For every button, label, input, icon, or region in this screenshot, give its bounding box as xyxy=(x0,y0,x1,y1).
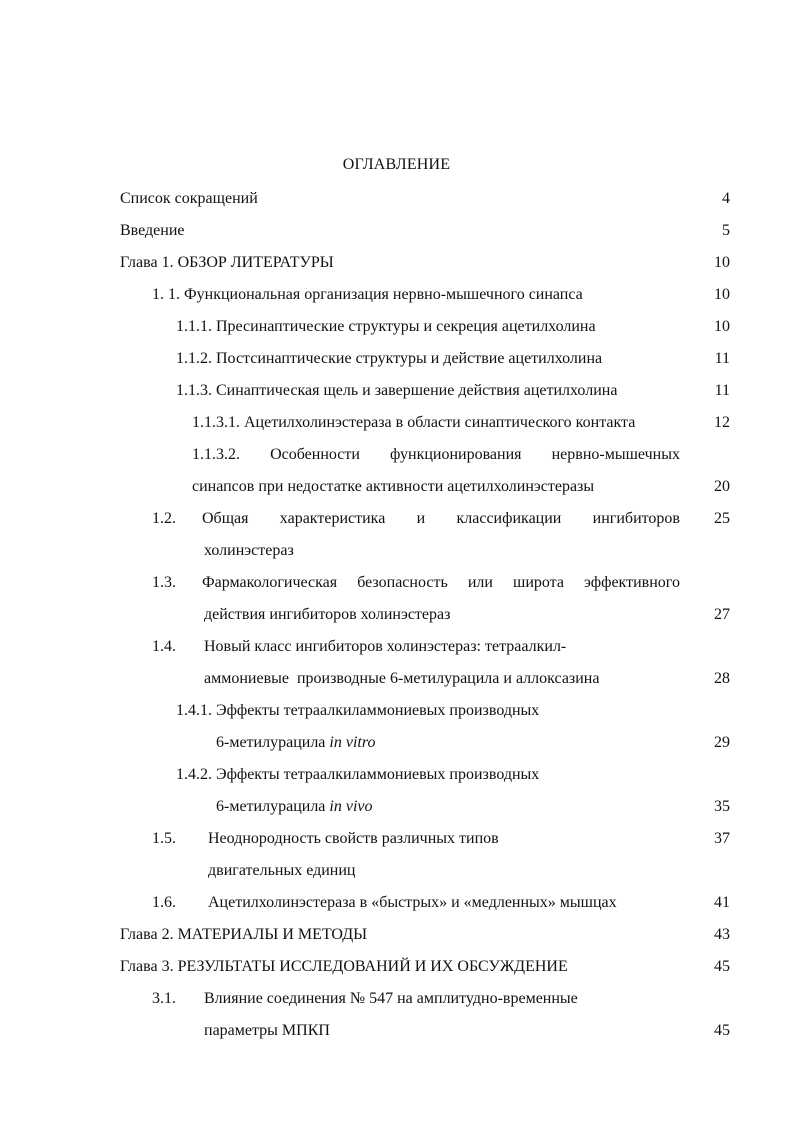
toc-entry-line2: аммониевые производные 6-метилурацила и аллоксазина xyxy=(204,670,600,687)
toc-entry-page: 29 xyxy=(714,734,730,751)
toc-entry-text: 1.1.2. Постсинаптические структуры и действие ацетилхолина xyxy=(176,350,603,367)
toc-entry-number: 1.2. xyxy=(152,510,176,527)
toc-entry-page: 45 xyxy=(714,1022,730,1039)
toc-entry-line1: Неоднородность свойств различных типов xyxy=(208,830,499,847)
toc-word: ингибиторов xyxy=(592,510,680,527)
toc-entry-text: Глава 1. ОБЗОР ЛИТЕРАТУРЫ xyxy=(120,254,334,271)
toc-word: безопасность xyxy=(357,574,448,591)
toc-entry-page: 25 xyxy=(714,510,730,527)
toc-entry-line1 xyxy=(202,508,680,530)
toc-word: или xyxy=(467,574,493,591)
toc-word: нервно-мышечных xyxy=(551,446,680,463)
toc-entry-number: 3.1. xyxy=(152,990,176,1007)
toc-word: функционирования xyxy=(390,446,522,463)
toc-entry-line1: Новый класс ингибиторов холинэстераз: тетраалкил- xyxy=(204,638,567,655)
toc-entry-line2-italic: in vitro xyxy=(329,734,376,751)
toc-entry-text: Глава 2. МАТЕРИАЛЫ И МЕТОДЫ xyxy=(120,926,368,943)
toc-entry-page: 11 xyxy=(714,350,730,367)
toc-entry-page: 43 xyxy=(714,926,730,943)
toc-word: эффективного xyxy=(584,574,680,591)
toc-entry-page: 11 xyxy=(714,382,730,399)
toc-entry-line2: холинэстераз xyxy=(204,542,294,559)
toc-title: ОГЛАВЛЕНИЕ xyxy=(342,156,451,173)
toc-word: Общая xyxy=(202,510,249,527)
toc-word: и xyxy=(416,510,426,527)
toc-entry-line2 xyxy=(216,796,373,818)
toc-entry-line1: 1.4.1. Эффекты тетраалкиламмониевых производных xyxy=(176,702,540,719)
toc-entry-line2: действия ингибиторов холинэстераз xyxy=(204,606,451,623)
toc-entry-line2: параметры МПКП xyxy=(204,1022,330,1039)
toc-entry-text: Введение xyxy=(120,222,185,239)
toc-entry-line2-text: 6-метилурацила xyxy=(216,734,330,751)
toc-entry-page: 45 xyxy=(714,958,730,975)
toc-entry-line2 xyxy=(216,732,375,754)
toc-entry-page: 37 xyxy=(714,830,730,847)
toc-entry-text: 1.1.3.1. Ацетилхолинэстераза в области синаптического контакта xyxy=(192,414,636,431)
toc-entry-number: 1.4. xyxy=(152,638,176,655)
toc-word: 1.1.3.2. xyxy=(192,446,240,463)
toc-entry-page: 27 xyxy=(714,606,730,623)
toc-entry-number: 1.5. xyxy=(152,830,176,847)
toc-entry-line1 xyxy=(192,444,680,466)
toc-entry-page: 4 xyxy=(722,190,730,207)
toc-entry-number: 1.6. xyxy=(152,894,176,911)
toc-entry-page: 10 xyxy=(714,254,730,271)
toc-entry-text: Список сокращений xyxy=(120,190,258,207)
toc-entry-page: 35 xyxy=(714,798,730,815)
toc-entry-page: 41 xyxy=(714,894,730,911)
toc-word: широта xyxy=(513,574,564,591)
toc-entry-line1 xyxy=(202,572,680,594)
toc-entry-text: 1.1.3. Синаптическая щель и завершение действия ацетилхолина xyxy=(176,382,618,399)
toc-word: Особенности xyxy=(270,446,360,463)
toc-entry-line1: Влияние соединения № 547 на амплитудно-временные xyxy=(204,990,578,1007)
toc-entry-page: 10 xyxy=(714,286,730,303)
toc-entry-number: 1.3. xyxy=(152,574,176,591)
toc-entry-text: Глава 3. РЕЗУЛЬТАТЫ ИССЛЕДОВАНИЙ И ИХ ОБСУЖДЕНИЕ xyxy=(120,958,568,975)
toc-entry-text: 1. 1. Функциональная организация нервно-мышечного синапса xyxy=(152,286,583,303)
toc-entry-line2: двигательных единиц xyxy=(208,862,356,879)
toc-entry-text: Ацетилхолинэстераза в «быстрых» и «медленных» мышцах xyxy=(208,894,617,911)
toc-word: классификации xyxy=(456,510,562,527)
toc-word: характеристика xyxy=(279,510,386,527)
toc-entry-page: 10 xyxy=(714,318,730,335)
toc-word: Фармакологическая xyxy=(202,574,338,591)
toc-entry-line2: синапсов при недостатке активности ацетилхолинэстеразы xyxy=(192,478,595,495)
toc-entry-page: 5 xyxy=(722,222,730,239)
toc-entry-line2-text: 6-метилурацила xyxy=(216,798,330,815)
toc-entry-line2-italic: in vivo xyxy=(329,798,373,815)
toc-entry-page: 20 xyxy=(714,478,730,495)
toc-entry-text: 1.1.1. Пресинаптические структуры и секреция ацетилхолина xyxy=(176,318,596,335)
toc-entry-page: 28 xyxy=(714,670,730,687)
toc-entry-line1: 1.4.2. Эффекты тетраалкиламмониевых производных xyxy=(176,766,540,783)
toc-entry-page: 12 xyxy=(714,414,730,431)
